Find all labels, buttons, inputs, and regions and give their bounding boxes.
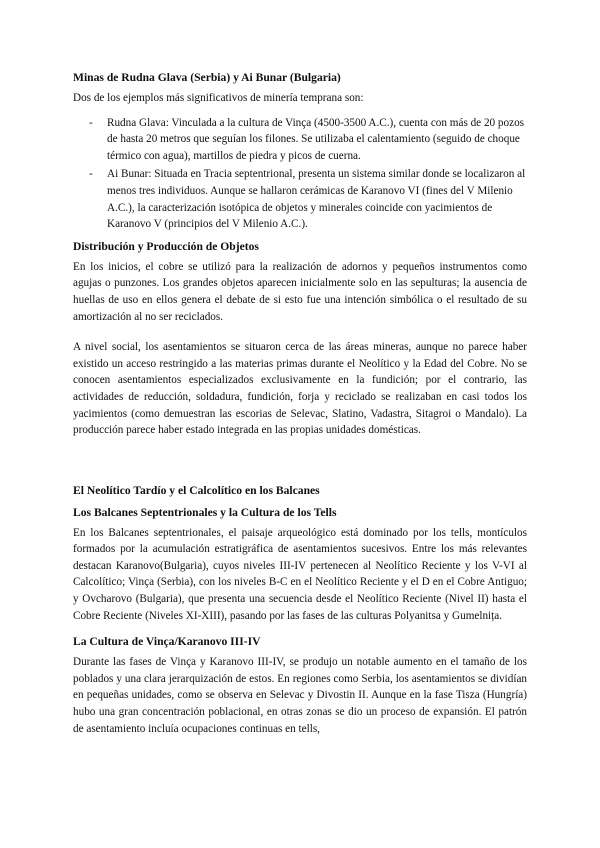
paragraph: Durante las fases de Vinça y Karanovo III-IV, se produjo un notable aumento en el tamaño de los poblados y una clara jerarquización de estos. En regiones como Serbia, los asentamientos se dividían en pequeñas unidades, como se observa en Selevac y Divostin II. Aunque en la fase Tisza (Hungría) hubo una gran concentración poblacional, en otras zonas se dio un proceso de expansión. El patrón de asentamiento incluía ocupaciones continuas en tells, [73,656,527,735]
paragraph: En los inicios, el cobre se utilizó para la realización de adornos y pequeños instrumentos como agujas o punzones. Los grandes objetos aparecen inicialmente solo en las sepulturas; la ausencia de huellas de uso en ellos genera el debate de si esto fue una intención simbólica o el resultado de su amortización al no ser reciclados. [73,260,527,323]
bullet-dash: - [89,168,93,181]
document-page [73,70,527,737]
heading-distribucion-produccion: Distribución y Producción de Objetos [73,239,259,253]
heading-neolitico-tardio: El Neolítico Tardío y el Calcolítico en los Balcanes [73,483,320,497]
mining-examples-list [73,115,527,233]
heading-cultura-vinca: La Cultura de Vinça/Karanovo III-IV [73,635,261,649]
list-item [73,166,527,232]
heading-rudna-glava-ai-bunar: Minas de Rudna Glava (Serbia) y Ai Bunar (Bulgaria) [73,71,341,84]
paragraph: A nivel social, los asentamientos se situaron cerca de las áreas mineras, aunque no parece haber existido un acceso restringido a las materias primas durante el Neolítico y la Edad del Cobre. No se conocen asentamientos especializados exclusivamente en la fundición; por el contrario, las actividades de reducción, soldadura, fundición, forja y reciclado se realizaban en casi todos los yacimientos (como demuestran las escorias de Selevac, Slatino, Vadastra, Sitagroi o Mandalo). La producción parece haber estado integrada en las propias unidades domésticas. [73,341,527,437]
list-item-text: Ai Bunar: Situada en Tracia septentrional, presenta un sistema similar donde se localizaron al menos tres individuos. Aunque se hallaron cerámicas de Karanovo VI (fines del V Milenio A.C.), la caracterización isotópica de objetos y minerales coincide con yacimientos de Karanovo V (principios del V Milenio A.C.). [107,168,526,231]
bullet-dash: - [89,116,93,129]
subheading-balcanes-tells: Los Balcanes Septentrionales y la Cultura de los Tells [73,505,337,519]
list-item [73,115,527,165]
paragraph: En los Balcanes septentrionales, el paisaje arqueológico está dominado por los tells, montículos formados por la acumulación estratigráfica de asentamientos sucesivos. Entre los más relevantes destacan Karanovo(Bulgaria), cuyos niveles III-IV pertenecen al Neolítico Reciente y los V-VI al Calcolítico; Vinça (Serbia), con los niveles B-C en el Neolítico Reciente y el D en el Cobre Antiguo; y Ovcharovo (Bulgaria), que presenta una secuencia desde el Neolítico Reciente (Nivel II) hasta el Cobre Reciente (Niveles XI-XIII), pasando por las fases de las culturas Polyanitsa y Gumelnița. [73,526,527,622]
mining-intro-paragraph: Dos de los ejemplos más significativos de minería temprana son: [73,92,364,104]
list-item-text: Rudna Glava: Vinculada a la cultura de Vinça (4500-3500 A.C.), cuenta con más de 20 pozos de hasta 20 metros que seguían los filones. Se utilizaba el calentamiento (seguido de choque térmico con agua), martillos de piedra y picos de cuerna. [107,116,525,162]
